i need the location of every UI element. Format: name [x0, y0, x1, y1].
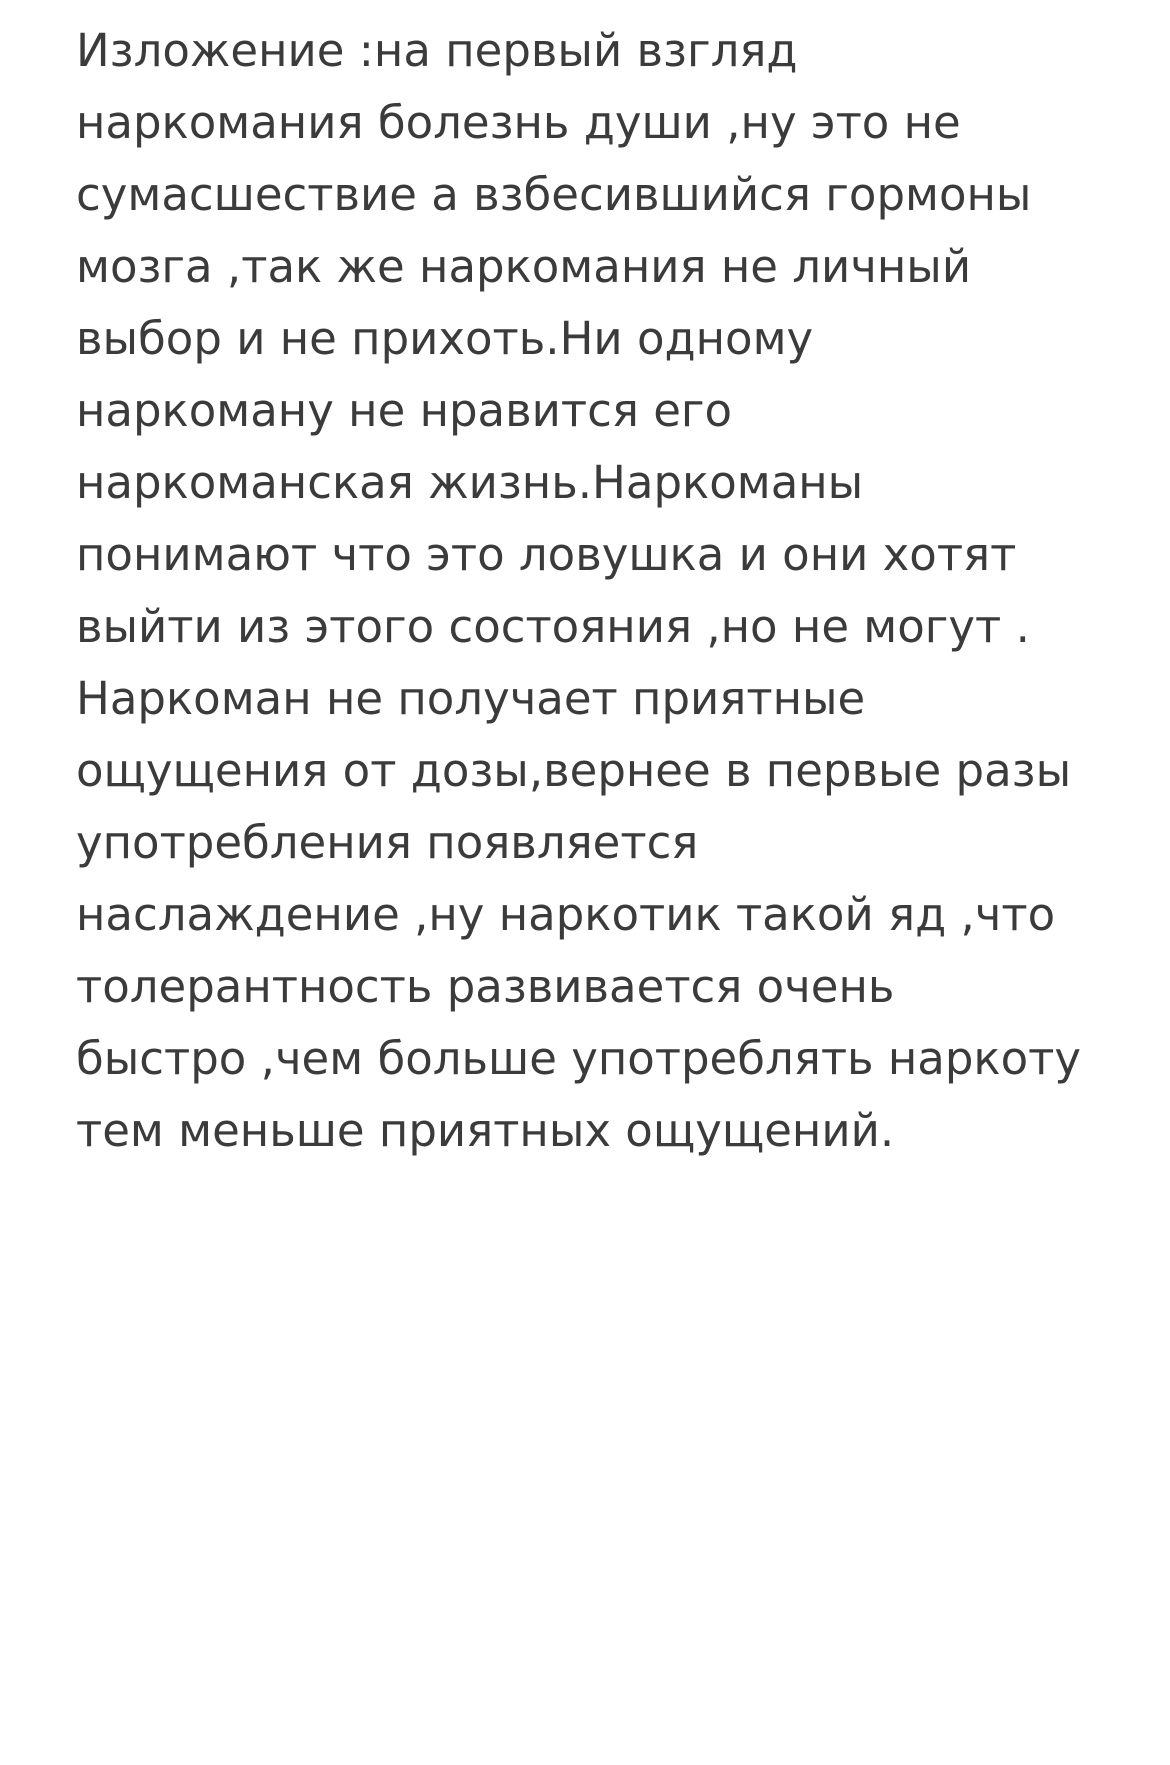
note-body-text[interactable] [76, 15, 1116, 1167]
note-text-line: Наркоман не получает приятные [76, 672, 866, 725]
note-text-line: быстро ,чем больше употреблять наркоту [76, 1032, 1081, 1085]
note-text-line: толерантность развивается очень [76, 960, 895, 1013]
note-text-line: мозга ,так же наркомания не личный [76, 240, 972, 293]
note-text-line: ощущения от дозы,вернее в первые разы [76, 744, 1072, 797]
note-text-line: наслаждение ,ну наркотик такой яд ,что [76, 888, 1056, 941]
note-text-line: Изложение :на первый взгляд [76, 24, 798, 77]
note-text-line: тем меньше приятных ощущений. [76, 1104, 895, 1157]
note-text-line: понимают что это ловушка и они хотят [76, 528, 1017, 581]
note-text-line: выйти из этого состояния ,но не могут . [76, 600, 1030, 653]
note-text-line: наркоману не нравится его [76, 384, 733, 437]
clipped-top-text-line [76, 0, 185, 8]
note-text-line: наркомания болезнь души ,ну это не [76, 96, 961, 149]
note-text-line: сумасшествие а взбесившийся гормоны [76, 168, 1032, 221]
note-text-line: выбор и не прихоть.Ни одному [76, 312, 814, 365]
note-text-line: употребления появляется [76, 816, 699, 869]
note-text-line: наркоманская жизнь.Наркоманы [76, 456, 864, 509]
